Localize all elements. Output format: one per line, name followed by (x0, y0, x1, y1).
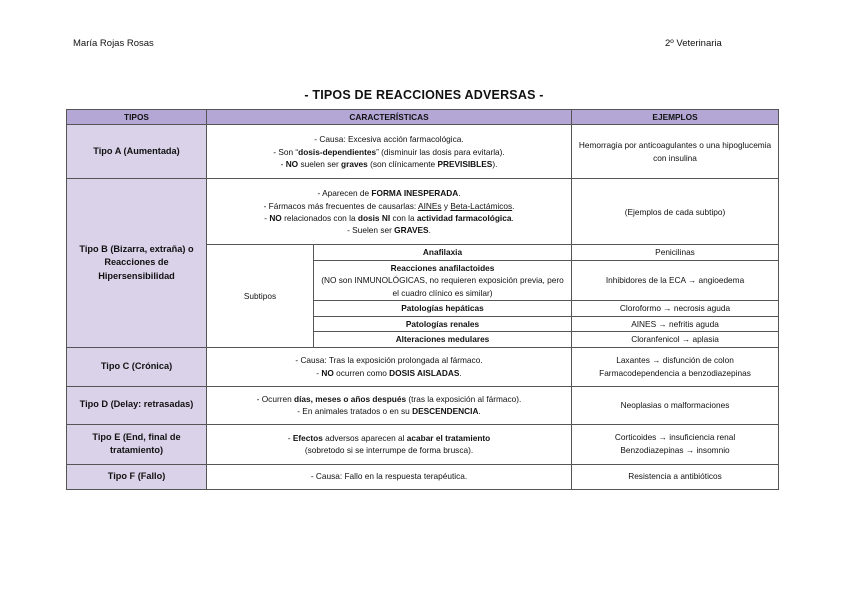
caracteristicas-cell: - Causa: Fallo en la respuesta terapéutica. (207, 464, 572, 489)
caracteristica-line: - Aparecen de FORMA INESPERADA. (317, 188, 461, 199)
caracteristica-line: - Suelen ser GRAVES. (347, 225, 431, 236)
ejemplo-line: Laxantes → disfunción de colon (616, 354, 734, 365)
caracteristica-line: (sobretodo si se interrumpe de forma brusca). (304, 445, 474, 455)
ejemplo-cell: (Ejemplos de cada subtipo) (572, 179, 779, 245)
ejemplo-line: Farmacodependencia a benzodiazepinas (599, 367, 751, 378)
caracteristica-line: - Fármacos más frecuentes de causarlas: AINEs y Beta-Lactámicos. (263, 200, 515, 211)
table-row-tipo-d (67, 386, 779, 424)
table-row-tipo-e (67, 424, 779, 464)
caracteristicas-cell (207, 179, 572, 245)
ejemplo-line: Corticoides → insuficiencia renal (614, 432, 736, 443)
table-row-tipo-a (67, 125, 779, 179)
tipo-cell: Tipo E (End, final de tratamiento) (67, 424, 207, 464)
caracteristica-line: - NO ocurren como DOSIS AISLADAS. (316, 367, 462, 378)
ejemplo-cell: Resistencia a antibióticos (572, 464, 779, 489)
table-row-tipo-f (67, 464, 779, 489)
caracteristicas-cell (207, 125, 572, 179)
caracteristica-line: - Son “dosis-dependientes” (disminuir las dosis para evitarla). (273, 146, 505, 157)
ejemplo-cell (572, 424, 779, 464)
ejemplo-cell: Hemorragia por anticoagulantes o una hipoglucemia con insulina (572, 125, 779, 179)
caracteristica-line: - Efectos adversos aparecen al acabar el tratamiento (287, 432, 491, 443)
subtipo-ejemplo: Cloroformo → necrosis aguda (572, 301, 779, 316)
subtipo-ejemplo: Penicilinas (572, 245, 779, 260)
subtipo-name: Patologías hepáticas (314, 301, 572, 316)
caracteristicas-cell (207, 386, 572, 424)
subtipo-name: Reacciones anafilactoides (390, 262, 495, 273)
caracteristica-line: - Causa: Tras la exposición prolongada al fármaco. (295, 355, 483, 366)
subtipo-ejemplo: Cloranfenicol → aplasia (572, 332, 779, 347)
subtipo-name: Patologías renales (314, 316, 572, 331)
column-header-ejemplos: EJEMPLOS (572, 110, 779, 125)
caracteristica-line: - Ocurren días, meses o años después (tras la exposición al fármaco). (256, 393, 522, 404)
table-row-tipo-c (67, 347, 779, 386)
column-header-tipos: TIPOS (67, 110, 207, 125)
tipo-cell: Tipo C (Crónica) (67, 347, 207, 386)
subtipo-ejemplo: Inhibidores de la ECA → angioedema (572, 260, 779, 300)
table-header-row (67, 110, 779, 125)
tipo-cell: Tipo F (Fallo) (67, 464, 207, 489)
author-name: María Rojas Rosas (73, 38, 154, 49)
tipo-cell: Tipo D (Delay: retrasadas) (67, 386, 207, 424)
caracteristica-line: - Causa: Excesiva acción farmacológica. (314, 134, 464, 145)
subtipo-name-cell (314, 260, 572, 300)
caracteristica-line: - En animales tratados o en su DESCENDENCIA. (297, 406, 481, 416)
ejemplo-line: Benzodiazepinas → insomnio (620, 445, 730, 455)
caracteristica-line: - NO relacionados con la dosis NI con la actividad farmacológica. (264, 212, 514, 223)
ejemplo-cell (572, 347, 779, 386)
ejemplo-cell: Neoplasias o malformaciones (572, 386, 779, 424)
tipo-cell: Tipo A (Aumentada) (67, 125, 207, 179)
caracteristicas-cell (207, 347, 572, 386)
page-title: - TIPOS DE REACCIONES ADVERSAS - (304, 88, 544, 102)
subtipo-note: (NO son INMUNOLÓGICAS, no requieren exposición previa, pero el cuadro clínico es similar) (321, 275, 564, 298)
caracteristicas-cell (207, 424, 572, 464)
course-name: 2º Veterinaria (665, 38, 722, 49)
table-row-tipo-b (67, 179, 779, 245)
column-header-caracteristicas: CARACTERÍSTICAS (207, 110, 572, 125)
subtipo-ejemplo: AINES → nefritis aguda (572, 316, 779, 331)
subtipos-label: Subtipos (207, 245, 314, 347)
tipo-cell: Tipo B (Bizarra, extraña) o Reacciones de Hipersensibilidad (67, 179, 207, 347)
subtipo-name: Anafilaxia (314, 245, 572, 260)
reactions-table (66, 109, 779, 490)
subtipo-name: Alteraciones medulares (314, 332, 572, 347)
caracteristica-line: - NO suelen ser graves (son clínicamente PREVISIBLES). (280, 159, 498, 170)
